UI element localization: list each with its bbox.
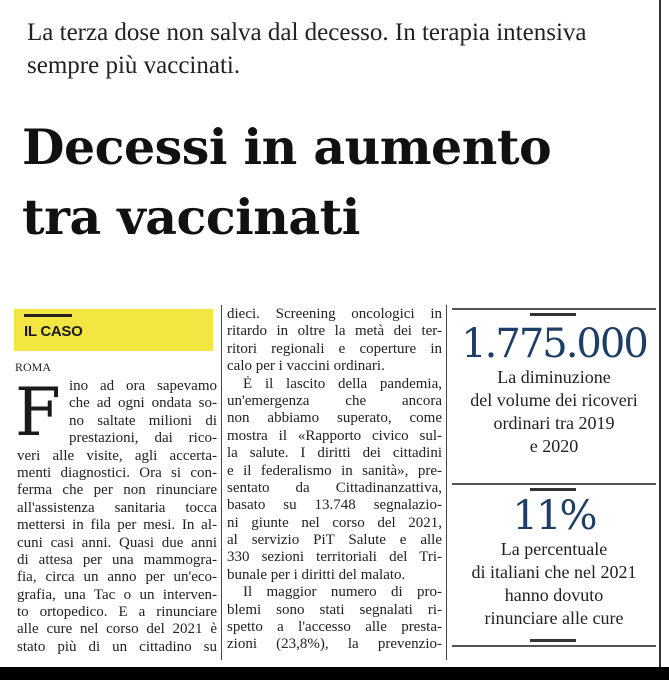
stat-rule-short: [530, 488, 576, 491]
article-line: ni giunte nel corso del 2021,: [227, 514, 442, 531]
article-line: di attesa per una mammogra-: [17, 551, 217, 568]
article-line: ritardo in oltre la metà dei ter-: [227, 323, 442, 340]
article-column-1: [17, 378, 217, 656]
stat-value: 11%: [512, 493, 596, 539]
article-line: stato più di un cittadino su: [17, 638, 217, 655]
article-line: alle cure nel corso del 2021 è: [17, 621, 217, 638]
article-line: la salute. I diritti dei cittadini: [227, 445, 442, 462]
stat-block-1: [452, 322, 656, 458]
page-edge-rule: [659, 0, 661, 667]
article-line: prestazioni, dai rico-: [69, 430, 217, 447]
stat-description: [452, 366, 656, 458]
article-line: grafia, una Tac o un interven-: [17, 586, 217, 603]
article-line: un'emergenza che ancora: [227, 392, 442, 409]
article-line: fia, circa un anno per un'eco-: [17, 569, 217, 586]
stat-rule-short: [530, 639, 576, 642]
badge-rule: [24, 314, 72, 317]
section-badge: [14, 309, 213, 351]
article-line: zioni (23,8%), la prevenzio-: [227, 636, 442, 653]
article-line: dieci. Screening oncologici in: [227, 306, 442, 322]
stat-rule: [452, 483, 656, 485]
article-line: ino ad ora sapevamo: [69, 378, 217, 394]
stat-value: 1.775.000: [461, 321, 647, 367]
article-line: mostra il «Rapporto civico sul-: [227, 427, 442, 444]
article-line: no saltate milioni di: [69, 412, 217, 429]
article-line: non abbiamo superato, come: [227, 410, 442, 427]
article-line: blemi sono stati segnalati ri-: [227, 601, 442, 618]
stat-rule-short: [530, 313, 576, 316]
article-line: sentato da Cittadinanzattiva,: [227, 479, 442, 496]
stat-block-2: [452, 494, 656, 630]
stat-description-line: La percentuale: [500, 539, 608, 559]
article-line: bunale per i diritti del malato.: [227, 566, 406, 583]
article-line: al servizio PiT Salute e alle: [227, 532, 442, 549]
kicker-subheadline: La terza dose non salva dal decesso. In terapia intensiva sempre più vaccinati.: [27, 19, 587, 79]
headline-line-2: tra vaccinati: [22, 188, 360, 246]
article-column-2: [227, 306, 442, 654]
article-line: Il maggior numero di pro-: [243, 584, 442, 601]
article-line: basato su 13.748 segnalazio-: [227, 497, 442, 514]
article-line: che ad ogni ondata so-: [69, 395, 217, 412]
article-line: mettersi in fila per mesi. In al-: [17, 517, 217, 534]
column-divider: [446, 305, 447, 660]
article-line: veri alle visite, agli accerta-: [17, 447, 217, 464]
article-line: to ortopedico. E a rinunciare: [17, 604, 217, 621]
column-divider: [221, 305, 222, 660]
article-line: 330 sezioni territoriali del Tri-: [227, 549, 442, 566]
article-line: all'assistenza sanitaria tocca: [17, 499, 217, 516]
article-line: calo per i vaccini ordinari.: [227, 358, 385, 375]
article-line: menti diagnostici. Ora si con-: [17, 464, 217, 481]
dateline: ROMA: [15, 360, 52, 374]
stat-description-line: e 2020: [529, 436, 579, 456]
headline: [22, 112, 662, 252]
stat-description: [452, 538, 656, 630]
section-badge-label: IL CASO: [24, 323, 83, 340]
stat-description-line: ordinari tra 2019: [493, 413, 615, 433]
stat-description-line: La diminuzione: [497, 367, 611, 387]
article-line: ferma che per non rinunciare: [17, 482, 217, 499]
stat-description-line: di italiani che nel 2021: [471, 562, 637, 582]
bottom-border: [0, 667, 669, 680]
stat-rule: [452, 645, 656, 647]
stat-rule: [452, 308, 656, 310]
article-line: spetto a l'accesso alle presta-: [227, 619, 442, 636]
drop-cap: F: [15, 380, 61, 446]
stat-description-line: hanno dovuto: [504, 585, 604, 605]
article-line: ritori regionali e coperture in: [227, 340, 442, 357]
article-line: e il federalismo in sanità», pre-: [227, 462, 442, 479]
article-line: cuni casi anni. Quasi due anni: [17, 534, 217, 551]
stat-description-line: rinunciare alle cure: [484, 608, 624, 628]
stat-description-line: del volume dei ricoveri: [470, 390, 638, 410]
headline-line-1: Decessi in aumento: [22, 118, 552, 176]
article-line: È il lascito della pandemia,: [243, 375, 442, 392]
